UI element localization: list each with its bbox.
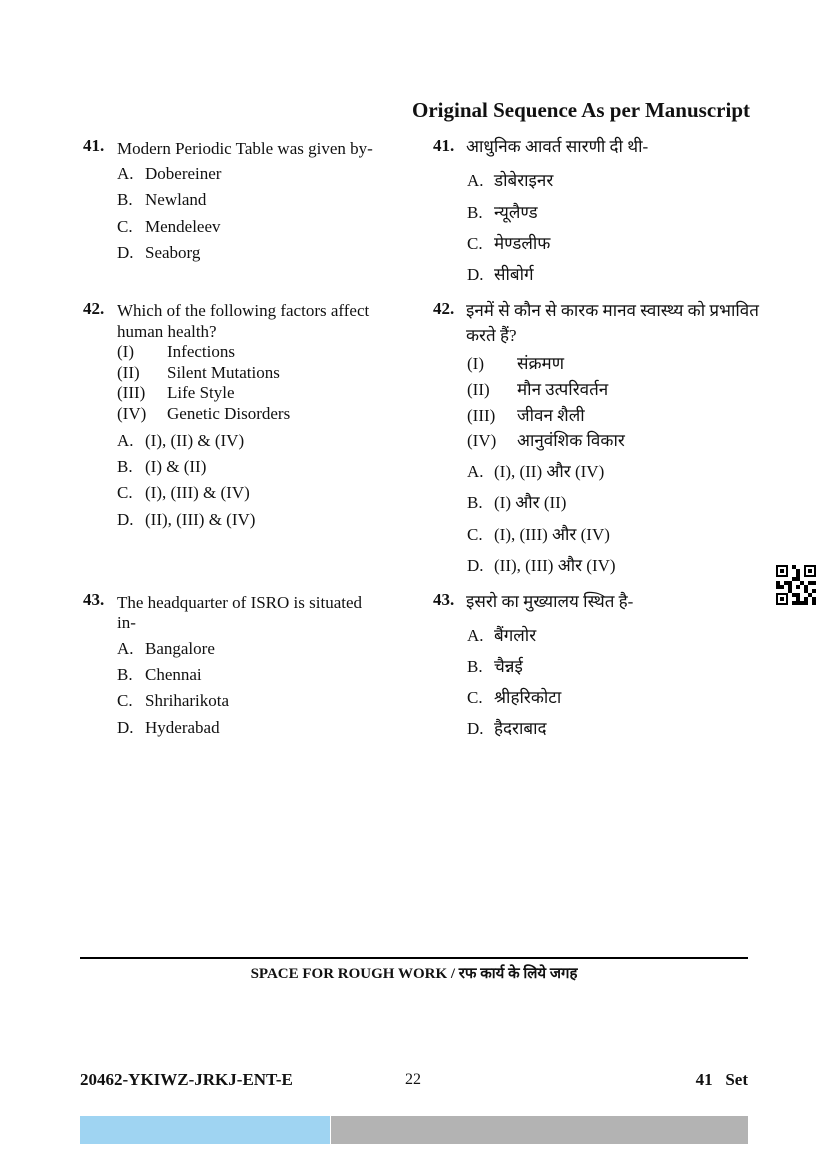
option-text: बैंगलोर: [494, 626, 537, 645]
option-label: B.: [467, 493, 483, 512]
question-text: Modern Periodic Table was given by-: [117, 139, 373, 158]
statement-text: Silent Mutations: [167, 363, 280, 382]
statement-text: मौन उत्परिवर्तन: [517, 380, 609, 399]
option: [467, 168, 553, 191]
option: [117, 691, 229, 711]
option: [467, 459, 604, 482]
statement: [467, 403, 585, 426]
option-label: C.: [117, 483, 133, 502]
statement-text: Infections: [167, 342, 235, 361]
option-label: C.: [467, 234, 483, 253]
option-label: C.: [117, 217, 133, 236]
option: [117, 510, 255, 530]
option: [117, 457, 206, 477]
statement-number: (II): [467, 380, 490, 399]
option: [117, 718, 220, 738]
divider: [80, 957, 748, 959]
option-text: (I), (II) और (IV): [494, 462, 605, 481]
option: [467, 200, 538, 223]
option: [467, 231, 550, 254]
statement-text: Life Style: [167, 383, 235, 402]
statement-text: संक्रमण: [517, 354, 565, 373]
option-text: (I) और (II): [494, 493, 567, 512]
option: [467, 262, 534, 285]
option-label: A.: [117, 431, 134, 450]
statement-number: (IV): [117, 404, 147, 423]
option-label: A.: [467, 171, 484, 190]
option-label: D.: [467, 556, 484, 575]
option: [117, 190, 206, 210]
option: [467, 716, 547, 739]
option-text: (II), (III) & (IV): [145, 510, 256, 529]
option: [117, 164, 221, 184]
statement: [117, 404, 290, 424]
option-label: C.: [467, 525, 483, 544]
option-label: A.: [117, 639, 134, 658]
statement: [467, 351, 564, 374]
statement: [117, 342, 235, 362]
option-text: (I) & (II): [145, 457, 207, 476]
question-text: करते हैं?: [466, 326, 517, 345]
question-number: 42.: [83, 299, 105, 318]
option-label: D.: [467, 265, 484, 284]
option-label: D.: [117, 243, 134, 262]
option-text: (II), (III) और (IV): [494, 556, 616, 575]
option-text: Bangalore: [145, 639, 215, 658]
statement-number: (II): [117, 363, 140, 382]
question-text: in-: [117, 613, 136, 632]
option-label: A.: [467, 462, 484, 481]
statement: [467, 428, 625, 451]
option-text: Mendeleev: [145, 217, 221, 236]
option: [117, 217, 221, 237]
question-text: The headquarter of ISRO is situated: [117, 593, 363, 612]
option-label: D.: [467, 719, 484, 738]
question-text: Which of the following factors affect: [117, 301, 370, 320]
option: [467, 490, 566, 513]
page-heading: Original Sequence As per Manuscript: [412, 98, 750, 122]
statement-text: आनुवंशिक विकार: [517, 431, 625, 450]
question-number: 43.: [83, 590, 105, 609]
statement-text: जीवन शैली: [517, 406, 585, 425]
question-number: 41.: [83, 136, 105, 155]
option-text: डोबेराइनर: [494, 171, 554, 190]
option-label: A.: [117, 164, 134, 183]
option-text: Seaborg: [145, 243, 201, 262]
option-text: श्रीहरिकोटा: [494, 688, 562, 707]
option-text: Shriharikota: [145, 691, 230, 710]
option-label: B.: [467, 657, 483, 676]
qr-code-icon: [776, 565, 816, 605]
statement-text: Genetic Disorders: [167, 404, 291, 423]
statement-number: (IV): [467, 431, 497, 450]
option: [467, 685, 561, 708]
page-number: 22: [405, 1071, 421, 1088]
question-text: इसरो का मुख्यालय स्थित है-: [466, 592, 634, 611]
option-text: (I), (III) & (IV): [145, 483, 250, 502]
option-text: सीबोर्ग: [494, 265, 534, 284]
statement: [117, 383, 235, 403]
option-label: D.: [117, 718, 134, 737]
statement-number: (I): [467, 354, 484, 373]
statement-number: (III): [467, 406, 496, 425]
option-label: C.: [117, 691, 133, 710]
question-text: इनमें से कौन से कारक मानव स्वास्थ्य को प्रभावित: [466, 301, 759, 320]
option-label: D.: [117, 510, 134, 529]
option: [117, 431, 244, 451]
rough-work-label: SPACE FOR ROUGH WORK / रफ कार्य के लिये जगह: [250, 966, 578, 982]
option: [117, 243, 200, 263]
option-text: हैदराबाद: [494, 719, 547, 738]
question-number: 43.: [433, 590, 455, 609]
option-label: A.: [467, 626, 484, 645]
question-number: 42.: [433, 299, 455, 318]
paper-code: 20462-YKIWZ-JRKJ-ENT-E: [80, 1070, 293, 1089]
option-text: Dobereiner: [145, 164, 222, 183]
statement: [467, 377, 608, 400]
option: [467, 654, 523, 677]
question-text: human health?: [117, 322, 217, 341]
question-number: 41.: [433, 136, 455, 155]
footer-bar-blue: [80, 1116, 330, 1144]
option-text: (I), (II) & (IV): [145, 431, 245, 450]
option-text: Hyderabad: [145, 718, 220, 737]
option-text: मेण्डलीफ: [494, 234, 551, 253]
option-label: B.: [467, 203, 483, 222]
question-text: आधुनिक आवर्त सारणी दी थी-: [466, 137, 649, 156]
option: [117, 639, 215, 659]
option-label: B.: [117, 665, 133, 684]
option-text: न्यूलैण्ड: [494, 203, 538, 222]
option: [117, 483, 250, 503]
option-text: Newland: [145, 190, 207, 209]
option-text: Chennai: [145, 665, 202, 684]
option: [467, 553, 616, 576]
option-label: B.: [117, 190, 133, 209]
statement-number: (III): [117, 383, 146, 402]
option-text: चैन्नई: [494, 657, 523, 676]
statement: [117, 363, 280, 383]
option-text: (I), (III) और (IV): [494, 525, 610, 544]
set-label: 41 Set: [695, 1070, 748, 1089]
option: [467, 623, 536, 646]
option: [467, 522, 610, 545]
footer-bar-gray: [331, 1116, 748, 1144]
option-label: C.: [467, 688, 483, 707]
option-label: B.: [117, 457, 133, 476]
statement-number: (I): [117, 342, 134, 361]
option: [117, 665, 202, 685]
